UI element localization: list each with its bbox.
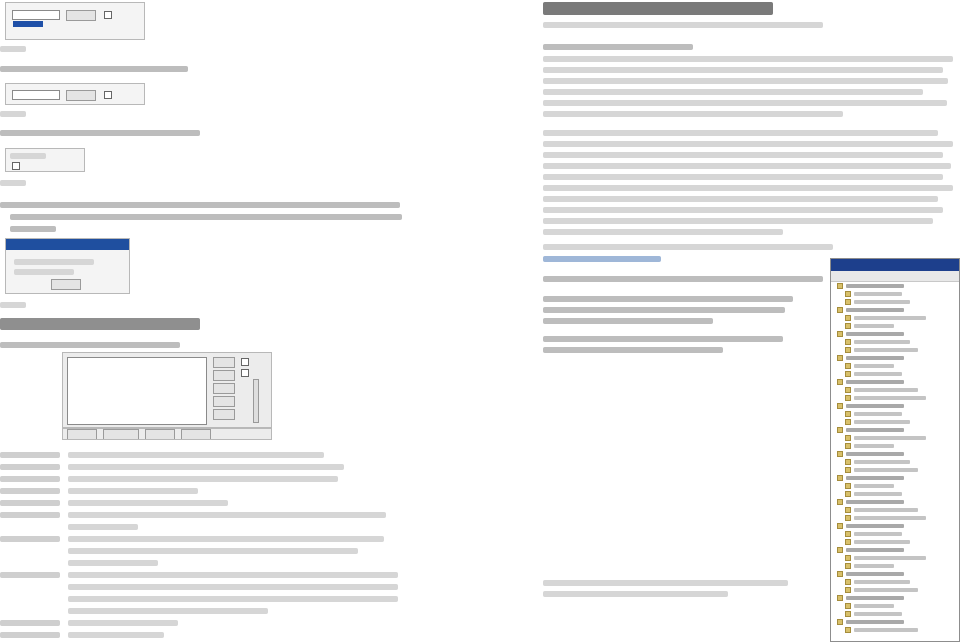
file-icon: [845, 467, 851, 473]
file-icon: [845, 507, 851, 513]
file-icon: [845, 443, 851, 449]
project-folder[interactable]: [831, 354, 959, 362]
project-folder[interactable]: [831, 282, 959, 290]
tree-item-label: [854, 388, 918, 392]
instruction-step-7: [0, 130, 200, 136]
project-file[interactable]: [831, 386, 959, 394]
file-icon: [845, 483, 851, 489]
figure-caption: [0, 44, 30, 52]
left-column: [0, 0, 470, 642]
project-list[interactable]: [831, 282, 959, 634]
definition-row: [0, 532, 470, 568]
tree-item-label: [854, 324, 894, 328]
com-port-option-selected[interactable]: [13, 21, 43, 27]
servo-power-checkbox[interactable]: [12, 162, 20, 170]
tree-item-label: [854, 484, 894, 488]
definition-row: [0, 472, 470, 484]
folder-icon: [837, 331, 843, 337]
tree-item-label: [854, 588, 918, 592]
project-file[interactable]: [831, 298, 959, 306]
file-icon: [845, 627, 851, 633]
project-file[interactable]: [831, 314, 959, 322]
project-file[interactable]: [831, 466, 959, 474]
folder-icon: [837, 475, 843, 481]
tree-item-label: [854, 444, 894, 448]
tree-item-label: [854, 564, 894, 568]
folder-icon: [837, 307, 843, 313]
figure-caption: [0, 300, 30, 308]
folder-icon: [837, 499, 843, 505]
repeat-checkbox[interactable]: [241, 358, 249, 366]
tree-item-label: [846, 596, 904, 600]
tree-item-label: [846, 524, 904, 528]
tree-item-label: [854, 556, 926, 560]
project-file[interactable]: [831, 554, 959, 562]
winavr-note: [543, 276, 823, 282]
replace-button[interactable]: [103, 429, 139, 440]
tree-item-label: [854, 580, 910, 584]
folder-icon: [837, 355, 843, 361]
file-icon: [845, 587, 851, 593]
definition-row: [0, 508, 470, 532]
definition-row: [0, 628, 470, 640]
folder-icon: [837, 379, 843, 385]
folder-icon: [837, 547, 843, 553]
folder-icon: [837, 595, 843, 601]
connect-checkbox[interactable]: [104, 11, 112, 19]
tree-item-label: [854, 460, 910, 464]
error-window-title: [6, 239, 129, 250]
definition-row: [0, 448, 470, 460]
file-icon: [845, 539, 851, 545]
file-icon: [845, 555, 851, 561]
tree-item-label: [854, 436, 926, 440]
folder-icon: [837, 571, 843, 577]
project-file[interactable]: [831, 482, 959, 490]
file-icon: [845, 395, 851, 401]
project-folder[interactable]: [831, 570, 959, 578]
tree-item-label: [854, 412, 902, 416]
tree-item-label: [854, 396, 926, 400]
project-file[interactable]: [831, 434, 959, 442]
project-file[interactable]: [831, 290, 959, 298]
file-icon: [845, 315, 851, 321]
project-file[interactable]: [831, 562, 959, 570]
file-icon: [845, 299, 851, 305]
section-intro: [0, 342, 180, 348]
tree-item-label: [846, 548, 904, 552]
file-icon: [845, 611, 851, 617]
project-folder[interactable]: [831, 498, 959, 506]
project-folder[interactable]: [831, 522, 959, 530]
tree-item-label: [846, 572, 904, 576]
file-icon: [845, 515, 851, 521]
folder-icon: [837, 427, 843, 433]
pause-button[interactable]: [213, 370, 235, 381]
servo-power-screenshot: [5, 148, 85, 172]
project-folder[interactable]: [831, 618, 959, 626]
project-file[interactable]: [831, 370, 959, 378]
project-file[interactable]: [831, 346, 959, 354]
connection-dropdown-screenshot: [5, 2, 145, 40]
project-folder[interactable]: [831, 594, 959, 602]
tree-item-label: [854, 292, 902, 296]
file-icon: [845, 371, 851, 377]
download-link[interactable]: [543, 256, 661, 262]
folder-icon: [837, 451, 843, 457]
file-icon: [845, 579, 851, 585]
tree-item-label: [854, 540, 910, 544]
folder-icon: [837, 283, 843, 289]
project-file[interactable]: [831, 586, 959, 594]
tree-item-label: [846, 500, 904, 504]
tree-item-label: [854, 340, 910, 344]
intro-line: [543, 22, 823, 28]
project-file[interactable]: [831, 530, 959, 538]
tree-item-label: [846, 452, 904, 456]
file-icon: [845, 603, 851, 609]
file-icon: [845, 491, 851, 497]
project-file[interactable]: [831, 410, 959, 418]
folder-icon: [837, 523, 843, 529]
tree-item-label: [854, 316, 926, 320]
file-icon: [845, 419, 851, 425]
tree-item-label: [846, 380, 904, 384]
file-icon: [845, 291, 851, 297]
definition-row: [0, 460, 470, 472]
update-button[interactable]: [66, 90, 96, 101]
definition-row: [0, 616, 470, 628]
insert-button[interactable]: [145, 429, 175, 440]
project-folder[interactable]: [831, 546, 959, 554]
tree-item-label: [854, 516, 926, 520]
clear-button[interactable]: [181, 429, 211, 440]
definition-row: [0, 496, 470, 508]
project-folder[interactable]: [831, 450, 959, 458]
project-file[interactable]: [831, 578, 959, 586]
add-button[interactable]: [67, 429, 97, 440]
ok-button[interactable]: [51, 279, 81, 290]
run-button[interactable]: [213, 357, 235, 368]
project-file[interactable]: [831, 458, 959, 466]
error-dialog-screenshot: [5, 238, 130, 294]
file-icon: [845, 363, 851, 369]
tree-item-label: [854, 420, 910, 424]
project-folder[interactable]: [831, 306, 959, 314]
project-folder[interactable]: [831, 426, 959, 434]
tree-item-label: [854, 468, 918, 472]
figure-caption: [0, 109, 30, 117]
tree-item-label: [854, 348, 918, 352]
project-file[interactable]: [831, 418, 959, 426]
file-icon: [845, 387, 851, 393]
rel-checkbox[interactable]: [241, 369, 249, 377]
definition-row: [0, 484, 470, 496]
project-file[interactable]: [831, 610, 959, 618]
project-file[interactable]: [831, 442, 959, 450]
com-port-select[interactable]: [12, 90, 60, 100]
list-edit-buttons: [62, 428, 272, 440]
tree-item-label: [846, 476, 904, 480]
figure-caption: [0, 178, 30, 186]
com-port-select[interactable]: [12, 10, 60, 20]
connect-checkbox-screenshot: [5, 83, 145, 105]
tree-item-label: [854, 612, 902, 616]
tree-item-label: [846, 308, 904, 312]
file-icon: [845, 339, 851, 345]
file-icon: [845, 411, 851, 417]
file-icon: [845, 459, 851, 465]
update-button[interactable]: [66, 10, 96, 21]
folder-icon: [837, 403, 843, 409]
project-file[interactable]: [831, 394, 959, 402]
project-file[interactable]: [831, 538, 959, 546]
tree-item-label: [854, 604, 894, 608]
file-icon: [845, 435, 851, 441]
project-file[interactable]: [831, 602, 959, 610]
step-time-slider[interactable]: [253, 379, 259, 423]
tree-item-label: [854, 532, 902, 536]
project-file[interactable]: [831, 506, 959, 514]
project-file[interactable]: [831, 362, 959, 370]
load-button[interactable]: [213, 409, 235, 420]
tree-item-label: [846, 332, 904, 336]
tree-item-label: [854, 364, 894, 368]
file-icon: [845, 323, 851, 329]
tree-item-label: [854, 372, 902, 376]
position-list[interactable]: [67, 357, 207, 425]
project-file[interactable]: [831, 322, 959, 330]
section-title: [0, 318, 200, 330]
project-file[interactable]: [831, 626, 959, 634]
project-folder[interactable]: [831, 402, 959, 410]
connect-checkbox[interactable]: [104, 91, 112, 99]
file-icon: [845, 531, 851, 537]
folder-icon: [837, 619, 843, 625]
project-folder[interactable]: [831, 330, 959, 338]
tree-item-label: [854, 508, 918, 512]
project-folder[interactable]: [831, 474, 959, 482]
save-button[interactable]: [213, 396, 235, 407]
file-icon: [845, 563, 851, 569]
tree-item-label: [846, 620, 904, 624]
tree-item-label: [846, 356, 904, 360]
project-file[interactable]: [831, 338, 959, 346]
project-file[interactable]: [831, 490, 959, 498]
project-file[interactable]: [831, 514, 959, 522]
project-folder[interactable]: [831, 378, 959, 386]
definition-row: [0, 568, 470, 616]
tree-item-label: [854, 300, 910, 304]
page-title: [543, 2, 773, 15]
tree-item-label: [846, 428, 904, 432]
tree-item-label: [854, 628, 918, 632]
stop-button[interactable]: [213, 383, 235, 394]
window-title: [831, 259, 959, 271]
servo-control-panel: [62, 352, 272, 428]
file-icon: [845, 347, 851, 353]
programmers-notepad-project-tree: [830, 258, 960, 642]
tree-item-label: [846, 404, 904, 408]
instruction-step-6: [0, 66, 188, 72]
panel-header: [831, 271, 959, 282]
tree-item-label: [846, 284, 904, 288]
tree-item-label: [854, 492, 902, 496]
